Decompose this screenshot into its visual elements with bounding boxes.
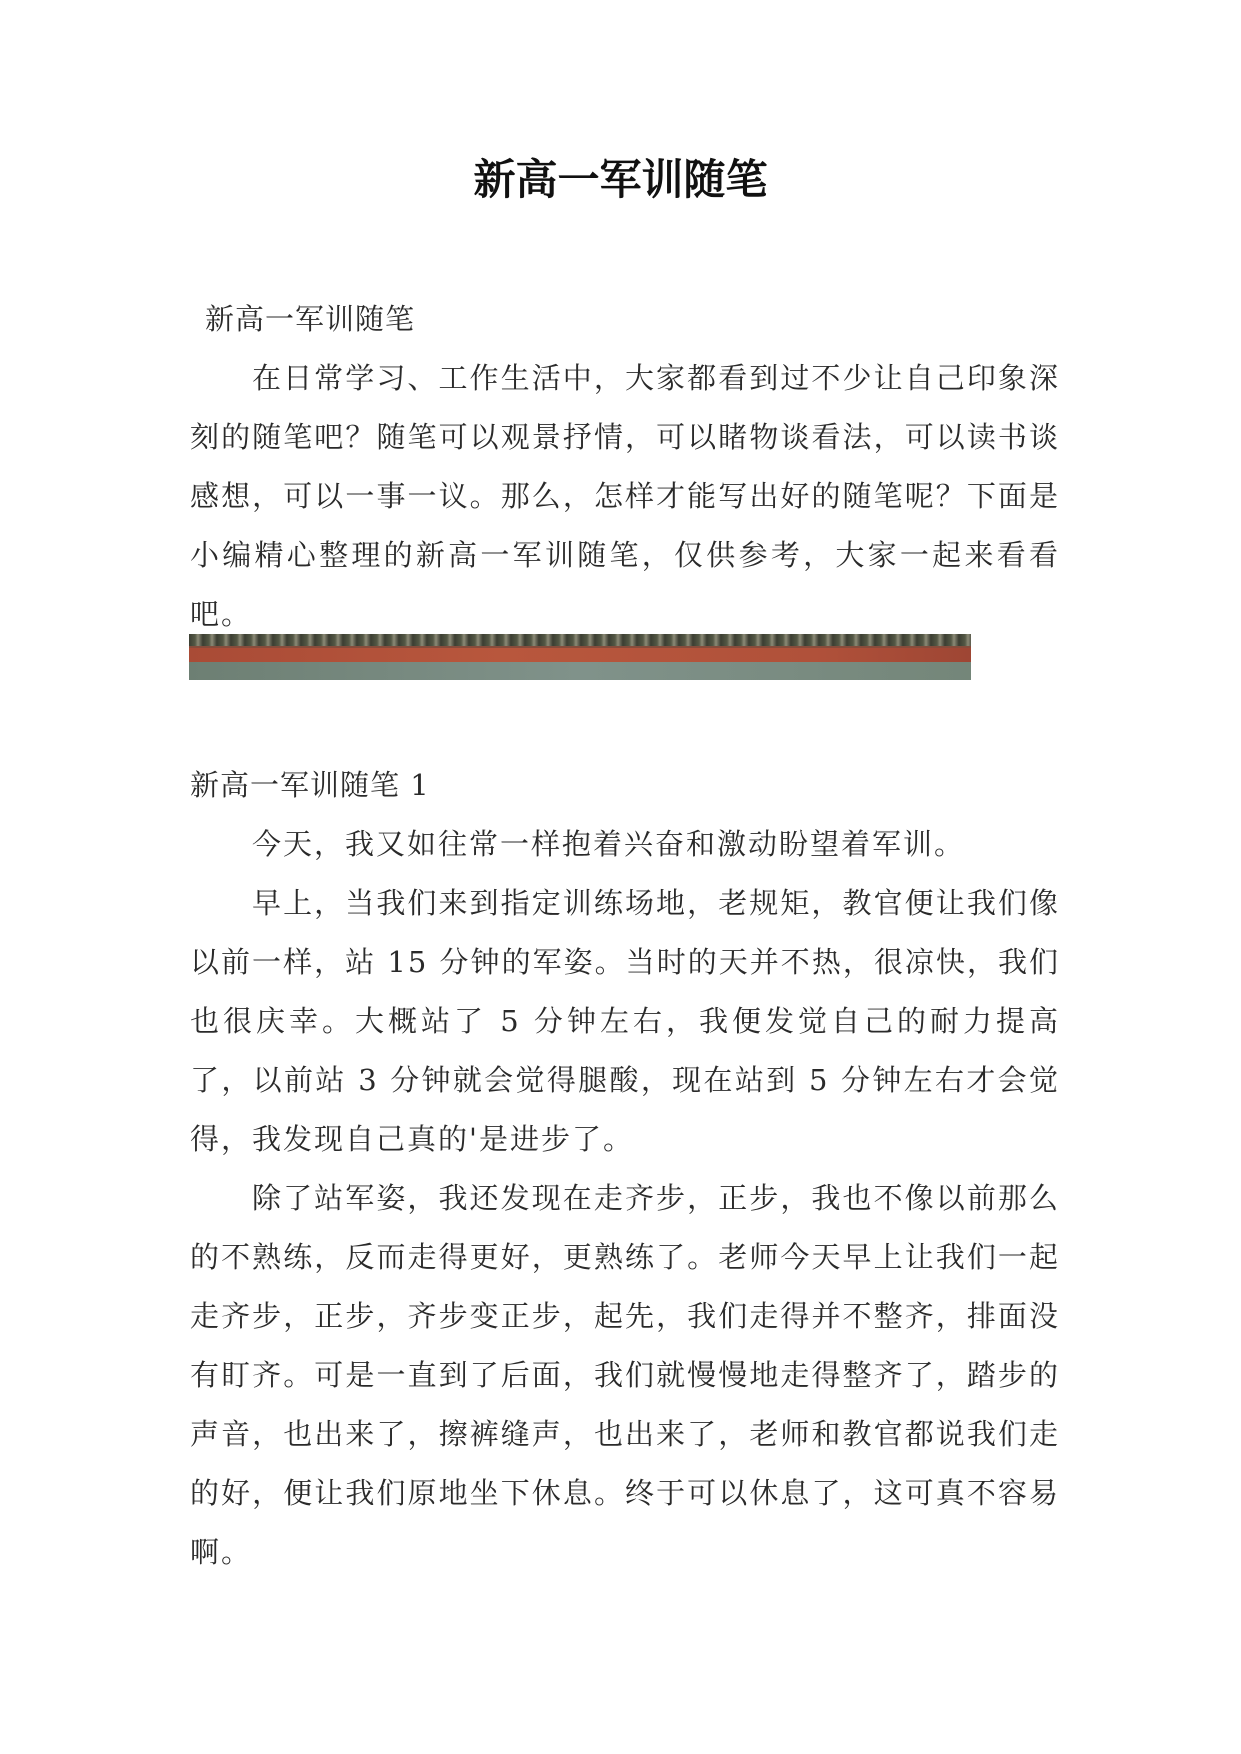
section-1-body xyxy=(190,815,1060,1582)
photo-crowd-band xyxy=(189,634,971,646)
military-training-photo xyxy=(189,634,971,680)
intro-block xyxy=(190,349,1060,644)
photo-field-grass xyxy=(189,662,971,680)
document-subheading: 新高一军训随笔 xyxy=(205,302,416,336)
document-title: 新高一军训随笔 xyxy=(473,155,768,204)
intro-paragraph: 在日常学习、工作生活中，大家都看到过不少让自己印象深刻的随笔吧？随笔可以观景抒情，可以睹物谈看法，可以读书谈感想，可以一事一议。那么，怎样才能写出好的随笔呢？下面是小编精心整理的新高一军训随笔，仅供参考，大家一起来看看吧。 xyxy=(190,361,1060,631)
photo-track-lane xyxy=(189,648,971,662)
section-1-heading: 新高一军训随笔 1 xyxy=(190,768,430,802)
section-1-paragraph: 今天，我又如往常一样抱着兴奋和激动盼望着军训。 xyxy=(252,827,966,861)
section-1-paragraph: 早上，当我们来到指定训练场地，老规矩，教官便让我们像以前一样，站 15 分钟的军姿。当时的天并不热，很凉快，我们也很庆幸。大概站了 5 分钟左右，我便发觉自己的耐力提高了，以前站 3 分钟就会觉得腿酸，现在站到 5 分钟左右才会觉得，我发现自己真的'是进步了。 xyxy=(190,886,1060,1156)
section-1-paragraph: 除了站军姿，我还发现在走齐步，正步，我也不像以前那么的不熟练，反而走得更好，更熟练了。老师今天早上让我们一起走齐步，正步，齐步变正步，起先，我们走得并不整齐，排面没有盯齐。可是一直到了后面，我们就慢慢地走得整齐了，踏步的声音，也出来了，擦裤缝声，也出来了，老师和教官都说我们走的好，便让我们原地坐下休息。终于可以休息了，这可真不容易啊。 xyxy=(190,1181,1060,1569)
